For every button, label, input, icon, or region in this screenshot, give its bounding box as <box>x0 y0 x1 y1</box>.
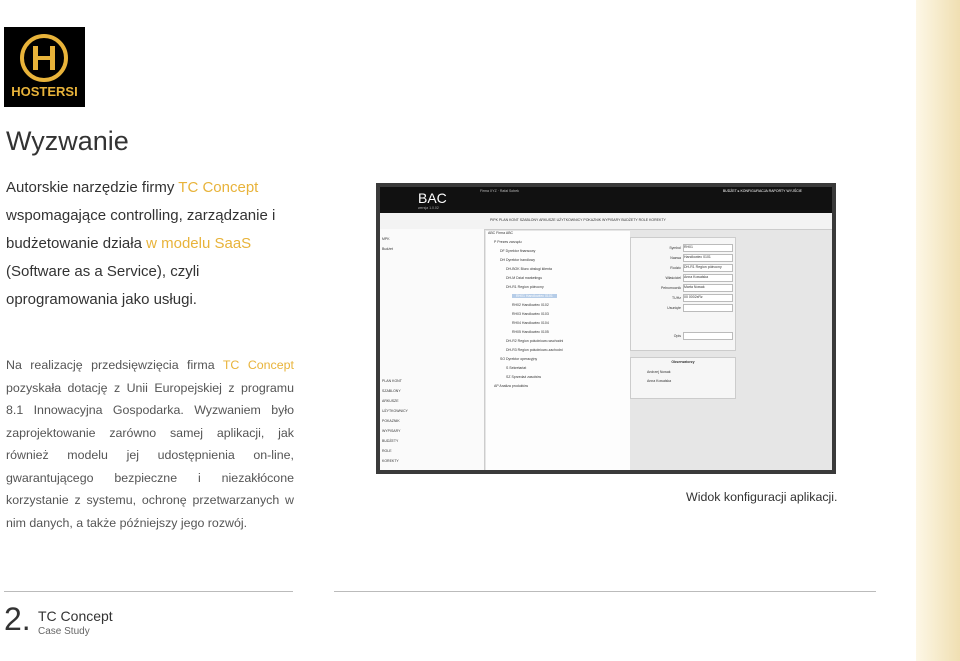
sidebar-item: Budżet <box>382 247 393 251</box>
sidebar-item: BUDŻETY <box>382 439 399 443</box>
logo-text: HOSTERSI <box>11 84 78 99</box>
app-name: BAC <box>418 190 447 206</box>
detail-row <box>657 304 733 312</box>
detail-value: DH-R1 Region północny <box>683 264 733 272</box>
detail-label: Symbol <box>669 245 681 250</box>
tree-node: RH02 Handlowiec 0102 <box>512 303 549 307</box>
tree-node: DH-R1 Region północny <box>506 285 544 289</box>
detail-label: Usunięte <box>667 305 681 310</box>
intro-text-3: (Software as a Service), czyli oprogramowania jako usługi. <box>6 263 200 308</box>
intro-text-1: Autorskie narzędzie firmy <box>6 179 179 196</box>
detail-row <box>657 254 733 262</box>
detail-value: RH01 <box>683 244 733 252</box>
detail-row <box>657 294 733 302</box>
tree-node: DF Dyrektor finansowy <box>500 249 536 253</box>
observer-item: Anna Kowalska <box>647 379 672 383</box>
detail-value: 00 0002xRz <box>683 294 733 302</box>
sidebar-item: POKAZNIK <box>382 419 400 423</box>
body-accent-1: TC Concept <box>222 358 294 372</box>
tree-node: AP Analiza produktów <box>494 384 528 388</box>
footer-divider <box>334 591 876 592</box>
sidebar-item: MPK <box>382 237 390 241</box>
detail-row <box>657 332 733 340</box>
body-text-2: pozyskała dotację z Unii Europejskiej z programu 8.1 Innowacyjna Gospodarka. Wyzwaniem było zaprojektowanie zarówno samej aplikacji, jak również modelu jej udostępnienia on-line, gwarantującego bezpieczne i niezakłócone korzystanie z systemu, ochronę przetwarzanych w nim danych, a także późniejszy jego rozwój. <box>6 380 294 530</box>
detail-value <box>683 332 733 340</box>
app-toolbar <box>380 213 832 230</box>
decorative-band <box>916 0 960 661</box>
sidebar-item: ARKUSZE <box>382 399 399 403</box>
footer-company: TC Concept <box>38 608 113 624</box>
detail-panel <box>630 237 736 351</box>
app-nav-tabs: PIPK PLAN KONT SZABLONY ARKUSZE UŻYTKOWNICY POKAZNIK WYPISARY BUDŻETY ROLE KOREKTY <box>490 218 666 222</box>
sidebar-item: WYPISARY <box>382 429 401 433</box>
page-number: 2. <box>4 601 31 637</box>
app-version: wersja 1.0.02 <box>418 206 439 210</box>
footer-divider <box>4 591 293 592</box>
tree-node: S Sekretariat <box>506 366 527 370</box>
company-logo <box>4 27 85 107</box>
tree-node: DH Dyrektor handlowy <box>500 258 536 262</box>
app-tree <box>486 231 630 470</box>
detail-label: Pełnomocnik <box>660 285 681 290</box>
application-screenshot <box>376 183 836 474</box>
screenshot-caption: Widok konfiguracji aplikacji. <box>686 490 838 504</box>
observer-item: Andrzej Nowak <box>647 370 671 374</box>
observers-panel <box>630 357 736 399</box>
tree-node: P Prezes zarządu <box>494 240 522 244</box>
app-sidebar <box>380 229 485 470</box>
detail-row <box>657 264 733 272</box>
tree-node: DH-BOK Biuro obsługi klienta <box>506 267 552 271</box>
detail-value: Handlowiec 0101 <box>683 254 733 262</box>
sidebar-item: PLAN KONT <box>382 379 402 383</box>
sidebar-item: KOREKTY <box>382 459 399 463</box>
detail-value <box>683 304 733 312</box>
detail-row <box>657 274 733 282</box>
body-paragraph <box>6 354 294 534</box>
detail-label: Właściciel <box>665 275 681 280</box>
detail-value: Marta Nowak <box>683 284 733 292</box>
tree-node: RH04 Handlowiec 0104 <box>512 321 549 325</box>
tree-node: DH-R2 Region południowo-wschodni <box>506 339 564 343</box>
intro-accent-2: w modelu SaaS <box>146 235 252 252</box>
page-heading: Wyzwanie <box>6 126 129 156</box>
tree-node: SZ Sprzedaż zasobów <box>506 375 542 379</box>
tree-node-selected: RH01 Handlowiec 0101 <box>512 294 557 298</box>
detail-label: Rodzic <box>670 265 681 270</box>
tree-node: DH-R3 Region południowo-zachodni <box>506 348 563 352</box>
intro-text-2: wspomagające controlling, zarządzanie i budżetowanie działa <box>6 207 276 252</box>
hostersi-logo-icon <box>4 27 85 107</box>
detail-row <box>657 244 733 252</box>
intro-paragraph <box>6 174 306 314</box>
body-text-1: Na realizację przedsięwzięcia firma <box>6 358 223 372</box>
detail-label: TUHz <box>672 295 681 300</box>
sidebar-item: ROLE <box>382 449 392 453</box>
tree-node: RH03 Handlowiec 0103 <box>512 312 549 316</box>
detail-label: Nazwa <box>670 255 681 260</box>
footer-subtitle: Case Study <box>38 626 90 637</box>
tree-node: ABC Firma ABC <box>488 231 514 235</box>
app-top-menu: BUDŻET ▸ KONFIGURACJA RAPORTY WYJŚCIE <box>722 189 802 193</box>
intro-accent-1: TC Concept <box>178 179 259 196</box>
tree-node: DH-M Dział marketingu <box>506 276 543 280</box>
tree-node: RH05 Handlowiec 0105 <box>512 330 549 334</box>
detail-row <box>657 284 733 292</box>
detail-value: Anna Kowalska <box>683 274 733 282</box>
sidebar-item: SZABLONY <box>382 389 401 393</box>
app-title: Firma XYZ · Rafał Sobek <box>480 189 519 193</box>
observers-title: Obserwatorzy <box>671 360 695 364</box>
detail-label: Opis <box>673 333 681 338</box>
sidebar-item: UŻYTKOWNICY <box>382 409 408 413</box>
app-topbar <box>380 187 832 213</box>
tree-node: SO Dyrektor operacyjny <box>500 357 538 361</box>
